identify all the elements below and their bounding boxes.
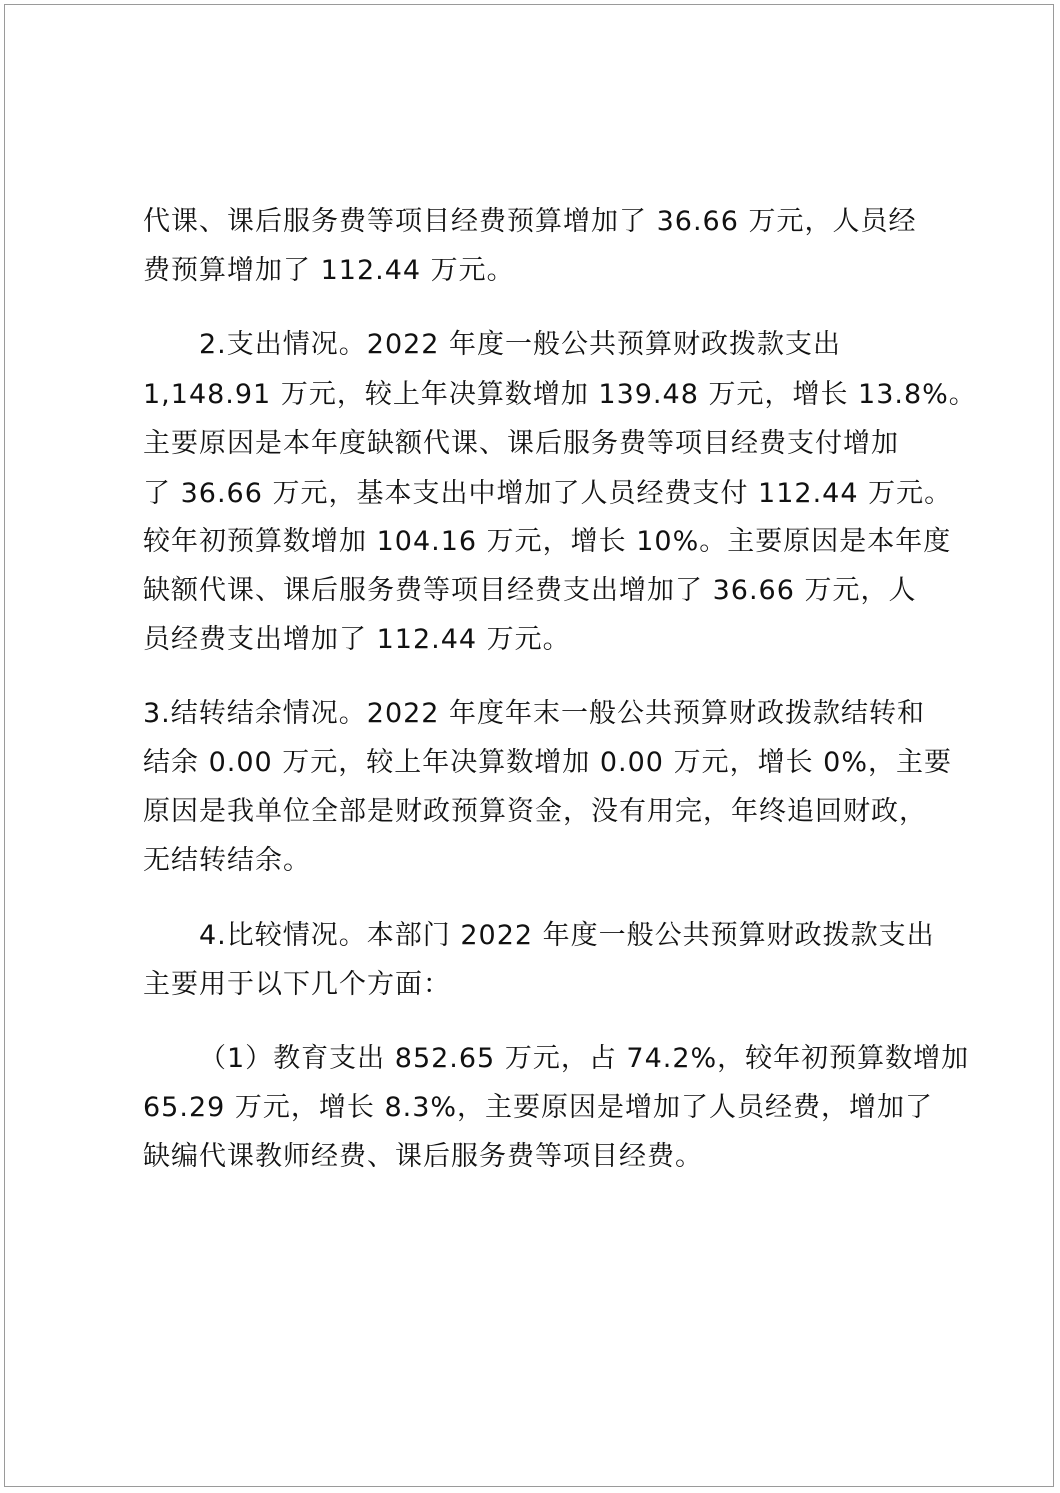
list-item-education: （1）教育支出 852.65 万元，占 74.2%，较年初预算数增加 xyxy=(199,1043,970,1074)
paragraph-line: 无结转结余。 xyxy=(143,845,311,876)
paragraph-line: 缺额代课、课后服务费等项目经费支出增加了 36.66 万元，人 xyxy=(143,575,917,606)
paragraph-line: 代课、课后服务费等项目经费预算增加了 36.66 万元，人员经 xyxy=(143,206,917,237)
paragraph-line: 主要用于以下几个方面： xyxy=(143,969,451,1000)
paragraph-line: 主要原因是本年度缺额代课、课后服务费等项目经费支付增加 xyxy=(143,428,899,459)
paragraph-line: 原因是我单位全部是财政预算资金，没有用完，年终追回财政， xyxy=(143,796,927,827)
paragraph-line: 1,148.91 万元，较上年决算数增加 139.48 万元，增长 13.8%。 xyxy=(143,379,977,410)
paragraph-line: 员经费支出增加了 112.44 万元。 xyxy=(143,624,571,655)
paragraph-line: 了 36.66 万元，基本支出中增加了人员经费支付 112.44 万元。 xyxy=(143,478,953,509)
paragraph-line: 缺编代课教师经费、课后服务费等项目经费。 xyxy=(143,1141,703,1172)
paragraph-line: 结余 0.00 万元，较上年决算数增加 0.00 万元，增长 0%，主要 xyxy=(143,747,952,778)
section-heading-carryover: 3.结转结余情况。2022 年度年末一般公共预算财政拨款结转和 xyxy=(143,698,926,729)
paragraph-line: 65.29 万元，增长 8.3%，主要原因是增加了人员经费，增加了 xyxy=(143,1092,934,1123)
paragraph-line: 较年初预算数增加 104.16 万元，增长 10%。主要原因是本年度 xyxy=(143,526,952,557)
paragraph-line: 费预算增加了 112.44 万元。 xyxy=(143,255,515,286)
section-heading-comparison: 4.比较情况。本部门 2022 年度一般公共预算财政拨款支出 xyxy=(199,920,935,951)
section-heading-expenditure: 2.支出情况。2022 年度一般公共预算财政拨款支出 xyxy=(199,329,842,360)
